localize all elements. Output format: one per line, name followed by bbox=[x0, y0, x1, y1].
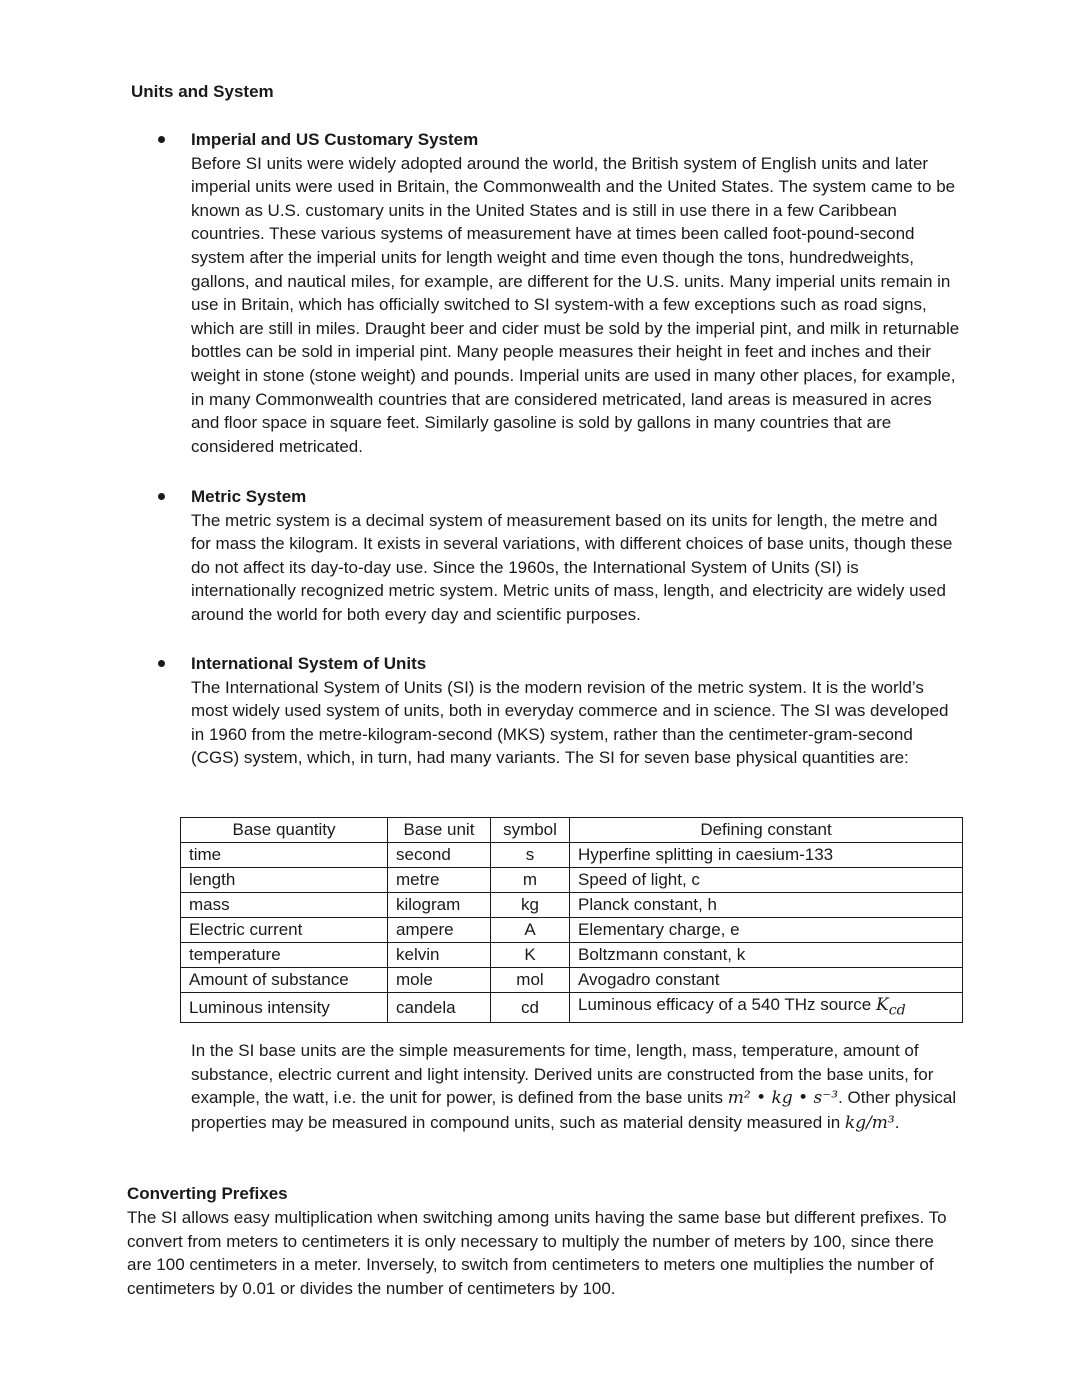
table-row bbox=[181, 943, 963, 968]
cell-constant: Speed of light, c bbox=[570, 868, 963, 893]
converting-prefixes-heading: Converting Prefixes bbox=[127, 1184, 288, 1203]
cell-quantity: Electric current bbox=[181, 918, 388, 943]
page-title: Units and System bbox=[131, 82, 274, 101]
cell-constant: Elementary charge, e bbox=[570, 918, 963, 943]
cell-symbol: kg bbox=[491, 893, 570, 918]
cell-constant: Luminous efficacy of a 540 THz source bbox=[578, 995, 872, 1014]
header-symbol: symbol bbox=[491, 818, 570, 843]
bullet-body: The metric system is a decimal system of measurement based on its units for length, the metre and for mass the kilogram. It exists in several variations, with different choices of base units, though these do not affect its day-to-day use. Since the 1960s, the International System of Units (SI) is internationally recognized metric system. Metric units of mass, length, and electricity are widely used around the world for both every day and scientific purposes. bbox=[191, 510, 953, 624]
cell-constant: Hyperfine splitting in caesium-133 bbox=[570, 843, 963, 868]
table-row bbox=[181, 868, 963, 893]
paragraph-text: . bbox=[894, 1112, 900, 1132]
table-row bbox=[181, 843, 963, 868]
header-defining-constant: Defining constant bbox=[570, 818, 963, 843]
cell-unit: kilogram bbox=[388, 893, 491, 918]
bullet-heading: Imperial and US Customary System bbox=[191, 130, 479, 149]
cell-symbol: A bbox=[491, 918, 570, 943]
cell-unit: ampere bbox=[388, 918, 491, 943]
table-row bbox=[181, 893, 963, 918]
cell-constant: Boltzmann constant, k bbox=[570, 943, 963, 968]
bullet-body: The International System of Units (SI) is the modern revision of the metric system. It is the world’s most widely used system of units, both in everyday commerce and in science. The SI was developed in 1960 from the metre-kilogram-second (MKS) system, rather than the centimeter-gram-second (CGS) system, which, in turn, had many variants. The SI for seven base physical quantities are: bbox=[191, 677, 949, 768]
cell-symbol: m bbox=[491, 868, 570, 893]
kcd-subscript: cd bbox=[888, 1002, 906, 1019]
cell-quantity: temperature bbox=[181, 943, 388, 968]
cell-unit: mole bbox=[388, 968, 491, 993]
converting-prefixes-body: The SI allows easy multiplication when switching among units having the same base but different prefixes. To convert from meters to centimeters it is only necessary to multiply the number of meters by 100, since there are 100 centimeters in a meter. Inversely, to switch from centimeters to meters one multiplies the number of centimeters by 0.01 or divides the number of centimeters by 100. bbox=[127, 1208, 947, 1298]
bullet-imperial-system bbox=[191, 128, 961, 458]
watt-units-formula: m² • kg • s⁻³ bbox=[727, 1088, 839, 1109]
bullet-heading: Metric System bbox=[191, 487, 307, 506]
cell-symbol: K bbox=[491, 943, 570, 968]
density-units-formula: kg/m³ bbox=[844, 1112, 895, 1133]
cell-symbol: cd bbox=[491, 993, 570, 1023]
bullet-icon bbox=[158, 660, 165, 667]
header-base-unit: Base unit bbox=[388, 818, 491, 843]
bullet-body: Before SI units were widely adopted around the world, the British system of English units and later imperial units were used in Britain, the Commonwealth and the United States. The system came to be known as U.S. customary units in the United States and is still in use there in a few Caribbean countries. These various systems of measurement have at times been called foot-pound-second system after the imperial units for length weight and time even though the tons, hundredweights, gallons, and nautical miles, for example, are different for the U.S. units. Many imperial units remain in use in Britain, which has officially switched to SI system-with a few exceptions such as road signs, which are still in miles. Draught beer and cider must be sold by the imperial pint, and milk in returnable bottles can be sold in imperial pint. Many people measures their height in feet and inches and their weight in stone (stone weight) and pounds. Imperial units are used in many other places, for example, in many Commonwealth countries that are considered metricated, land areas is measured in acres and floor space in square feet. Similarly gasoline is sold by gallons in many countries that are considered metricated. bbox=[191, 153, 960, 456]
cell-unit: candela bbox=[388, 993, 491, 1023]
cell-constant-with-math bbox=[570, 993, 963, 1023]
cell-unit: kelvin bbox=[388, 943, 491, 968]
table-header-row bbox=[181, 818, 963, 843]
bullet-si-system bbox=[191, 652, 961, 770]
si-derived-units-paragraph bbox=[191, 1039, 961, 1135]
cell-constant: Avogadro constant bbox=[570, 968, 963, 993]
header-base-quantity: Base quantity bbox=[181, 818, 388, 843]
cell-quantity: Luminous intensity bbox=[181, 993, 388, 1023]
cell-unit: second bbox=[388, 843, 491, 868]
paragraph-text: In the SI base units are the simple measurements for time, length, mass, temperature, amount of substance, electric current and light intensity. Derived units are constructed from the base units, for example, the watt, i.e. the unit for power, is defined from the base units bbox=[191, 1041, 934, 1108]
cell-unit: metre bbox=[388, 868, 491, 893]
bullet-icon bbox=[158, 493, 165, 500]
cell-quantity: Amount of substance bbox=[181, 968, 388, 993]
cell-symbol: s bbox=[491, 843, 570, 868]
bullet-metric-system bbox=[191, 485, 961, 627]
table-row bbox=[181, 918, 963, 943]
cell-symbol: mol bbox=[491, 968, 570, 993]
table-row bbox=[181, 993, 963, 1023]
bullet-icon bbox=[158, 136, 165, 143]
cell-constant: Planck constant, h bbox=[570, 893, 963, 918]
table-row bbox=[181, 968, 963, 993]
cell-quantity: length bbox=[181, 868, 388, 893]
cell-quantity: mass bbox=[181, 893, 388, 918]
bullet-heading: International System of Units bbox=[191, 654, 427, 673]
paragraph-text: . Other physical properties may be measured in compound units, such as material density measured in bbox=[191, 1088, 957, 1132]
cell-quantity: time bbox=[181, 843, 388, 868]
kcd-base: K bbox=[875, 995, 889, 1015]
kcd-symbol bbox=[875, 995, 906, 1019]
si-base-units-table bbox=[180, 817, 963, 1023]
